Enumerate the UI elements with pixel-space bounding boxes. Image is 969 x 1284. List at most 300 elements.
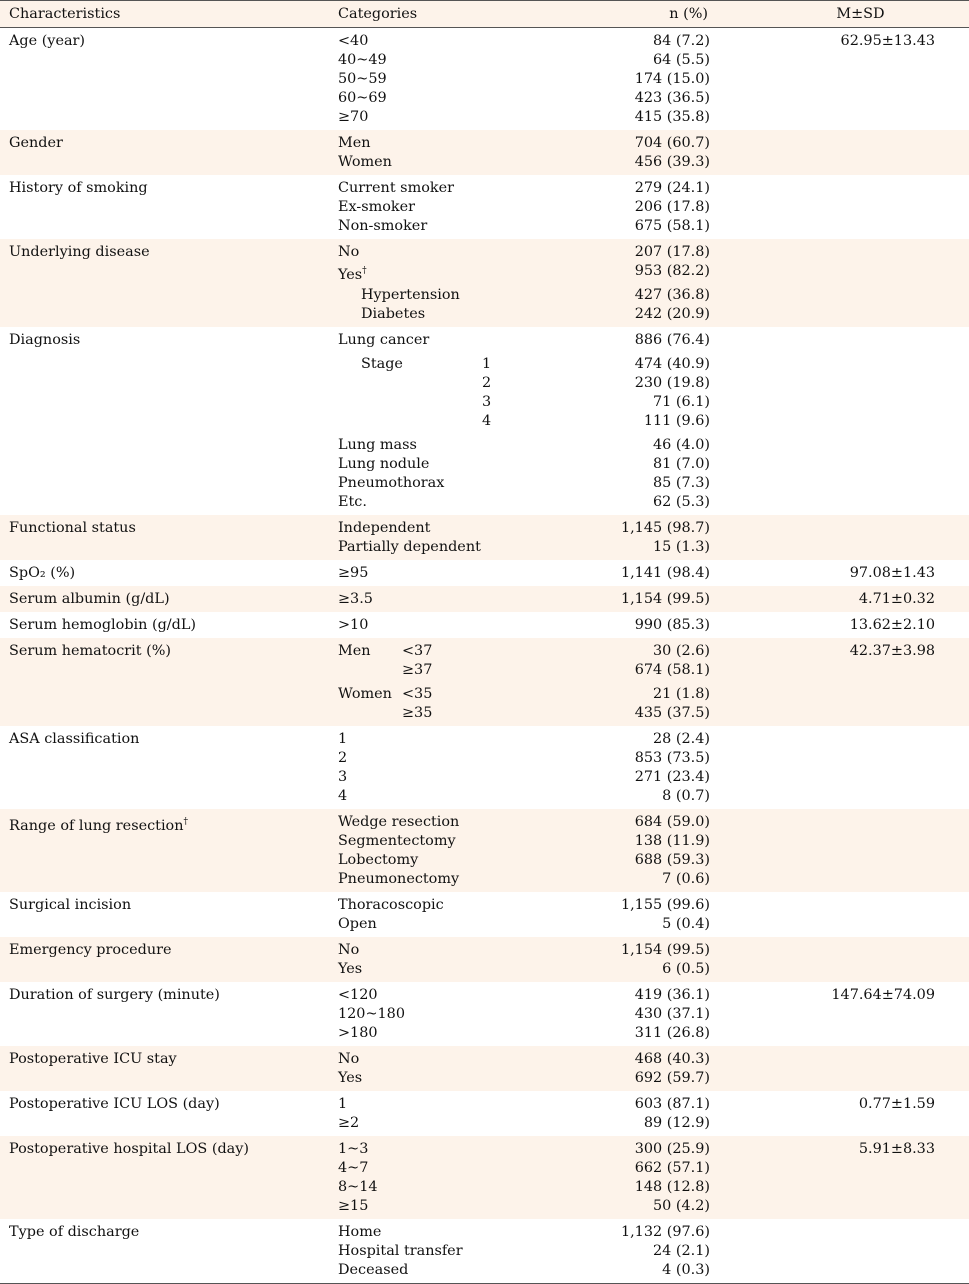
category-label: 4~7 (338, 1160, 369, 1176)
category-label: ≥15 (338, 1198, 369, 1214)
category-group (330, 730, 720, 806)
category-label: <120 (338, 987, 378, 1003)
row-characteristic (0, 642, 330, 723)
table-row (0, 130, 969, 175)
category-label: Lobectomy (338, 852, 419, 868)
category-group (330, 642, 720, 680)
row-msd (720, 896, 969, 934)
table-row (0, 937, 969, 982)
category-line (330, 1005, 720, 1024)
n-percent-value: 704 (60.7) (634, 135, 710, 151)
n-percent-value: 271 (23.4) (634, 769, 710, 785)
category-label: No (338, 1051, 360, 1067)
subcategory-label: <35 (402, 686, 433, 702)
n-percent-value: 111 (9.6) (643, 413, 710, 429)
msd-value: 5.91±8.33 (858, 1141, 935, 1157)
category-line (330, 851, 720, 870)
category-line (330, 1114, 720, 1133)
category-label: Men (338, 135, 371, 151)
row-characteristic (0, 519, 330, 557)
category-label: Pneumonectomy (338, 871, 460, 887)
table-row (0, 726, 969, 809)
table-row (0, 612, 969, 638)
category-line (330, 455, 720, 474)
category-label: >180 (338, 1025, 378, 1041)
category-line (330, 393, 720, 412)
category-line (330, 704, 720, 723)
category-group (330, 896, 720, 934)
row-categories (330, 519, 720, 557)
category-line (330, 564, 720, 583)
category-label: 3 (338, 769, 348, 785)
n-percent-value: 456 (39.3) (634, 154, 710, 170)
n-percent-value: 24 (2.1) (652, 1243, 710, 1259)
category-line (330, 89, 720, 108)
category-label: Diabetes (361, 306, 426, 322)
category-line (330, 1050, 720, 1069)
n-percent-value: 71 (6.1) (652, 394, 710, 410)
category-line (330, 1024, 720, 1043)
table-header (0, 0, 969, 28)
category-line (330, 813, 720, 832)
category-line (330, 1140, 720, 1159)
n-percent-value: 89 (12.9) (643, 1115, 710, 1131)
row-characteristic (0, 32, 330, 127)
n-percent-value: 207 (17.8) (634, 244, 710, 260)
msd-value: 62.95±13.43 (840, 33, 935, 49)
n-percent-value: 423 (36.5) (634, 90, 710, 106)
category-label: Hospital transfer (338, 1243, 463, 1259)
characteristic-label: Age (year) (9, 33, 86, 49)
category-group (330, 616, 720, 635)
row-msd (720, 813, 969, 889)
n-percent-value: 7 (0.6) (662, 871, 710, 887)
category-group (330, 941, 720, 979)
msd-value: 42.37±3.98 (849, 643, 935, 659)
msd-value: 13.62±2.10 (849, 617, 935, 633)
row-characteristic (0, 616, 330, 635)
category-line (330, 355, 720, 374)
category-group (330, 1050, 720, 1088)
subcategory-label: 3 (482, 394, 492, 410)
category-label: Non-smoker (338, 218, 428, 234)
category-label: 2 (338, 750, 348, 766)
n-percent-value: 174 (15.0) (634, 71, 710, 87)
row-categories (330, 32, 720, 127)
n-percent-value: 50 (4.2) (652, 1198, 710, 1214)
row-categories (330, 590, 720, 609)
row-msd (720, 134, 969, 172)
row-categories (330, 642, 720, 723)
n-percent-value: 692 (59.7) (634, 1070, 710, 1086)
n-percent-value: 468 (40.3) (634, 1051, 710, 1067)
category-line (330, 51, 720, 70)
n-percent-value: 1,145 (98.7) (620, 520, 710, 536)
subcategory-label: 4 (482, 413, 492, 429)
row-characteristic (0, 590, 330, 609)
row-categories (330, 243, 720, 324)
row-msd (720, 730, 969, 806)
n-percent-value: 21 (1.8) (652, 686, 710, 702)
n-percent-value: 8 (0.7) (662, 788, 710, 804)
category-line (330, 1197, 720, 1216)
category-line (330, 436, 720, 455)
n-percent-value: 300 (25.9) (634, 1141, 710, 1157)
row-characteristic (0, 1140, 330, 1216)
n-percent-value: 474 (40.9) (634, 356, 710, 372)
category-group (330, 1140, 720, 1216)
characteristic-label: ASA classification (9, 731, 140, 747)
n-percent-value: 953 (82.2) (634, 263, 710, 279)
row-characteristic (0, 243, 330, 324)
category-label: Women (338, 686, 392, 702)
category-label: Thoracoscopic (338, 897, 444, 913)
category-group (330, 331, 720, 350)
category-line (330, 661, 720, 680)
category-group (330, 813, 720, 889)
row-categories (330, 1095, 720, 1133)
category-label: Yes (338, 1070, 363, 1086)
category-group (330, 179, 720, 236)
table-row (0, 28, 969, 130)
category-line (330, 915, 720, 934)
category-label: Men (338, 643, 371, 659)
characteristic-label: Serum hemoglobin (g/dL) (9, 617, 197, 633)
category-label: 50~59 (338, 71, 387, 87)
n-percent-value: 138 (11.9) (634, 833, 710, 849)
category-line (330, 590, 720, 609)
n-percent-value: 15 (1.3) (652, 539, 710, 555)
n-percent-value: 62 (5.3) (652, 494, 710, 510)
n-percent-value: 84 (7.2) (652, 33, 710, 49)
row-categories (330, 1140, 720, 1216)
n-percent-value: 662 (57.1) (634, 1160, 710, 1176)
category-label: Independent (338, 520, 431, 536)
category-label: 120~180 (338, 1006, 405, 1022)
n-percent-value: 419 (36.1) (634, 987, 710, 1003)
category-group (330, 134, 720, 172)
row-characteristic (0, 179, 330, 236)
n-percent-value: 415 (35.8) (634, 109, 710, 125)
characteristic-label: History of smoking (9, 180, 148, 196)
row-characteristic (0, 730, 330, 806)
row-characteristic (0, 564, 330, 583)
n-percent-value: 435 (37.5) (634, 705, 710, 721)
category-label: 40~49 (338, 52, 387, 68)
category-group (330, 32, 720, 127)
row-msd (720, 616, 969, 635)
characteristic-label: Postoperative hospital LOS (day) (9, 1141, 249, 1157)
category-line (330, 870, 720, 889)
category-label: Wedge resection (338, 814, 460, 830)
header-characteristics: Characteristics (9, 6, 121, 22)
row-msd (720, 1050, 969, 1088)
n-percent-value: 242 (20.9) (634, 306, 710, 322)
footnote-mark: † (183, 817, 188, 827)
row-msd (720, 179, 969, 236)
category-label: ≥3.5 (338, 591, 373, 607)
category-label: 1 (338, 731, 348, 747)
row-categories (330, 941, 720, 979)
header-categories: Categories (338, 6, 418, 22)
category-label: ≥70 (338, 109, 369, 125)
row-categories (330, 179, 720, 236)
category-line (330, 134, 720, 153)
table-row (0, 638, 969, 726)
category-label: Deceased (338, 1262, 409, 1278)
n-percent-value: 85 (7.3) (652, 475, 710, 491)
category-line (330, 1261, 720, 1280)
category-label: Hypertension (361, 287, 460, 303)
characteristic-label: Type of discharge (9, 1224, 140, 1240)
category-line (330, 730, 720, 749)
category-label: <40 (338, 33, 369, 49)
category-label (330, 412, 482, 431)
row-msd (720, 243, 969, 324)
row-characteristic (0, 331, 330, 512)
category-line (330, 217, 720, 236)
row-characteristic (0, 1095, 330, 1133)
characteristic-label: Surgical incision (9, 897, 132, 913)
category-label: Current smoker (338, 180, 454, 196)
characteristic-label: Range of lung resection† (9, 817, 188, 834)
category-line (330, 832, 720, 851)
characteristic-label: Gender (9, 135, 63, 151)
n-percent-value: 148 (12.8) (634, 1179, 710, 1195)
row-msd (720, 1140, 969, 1216)
table-row (0, 1136, 969, 1219)
n-percent-value: 4 (0.3) (662, 1262, 710, 1278)
row-categories (330, 986, 720, 1043)
category-group (330, 685, 720, 723)
n-percent-value: 81 (7.0) (652, 456, 710, 472)
category-line (330, 960, 720, 979)
n-percent-value: 684 (59.0) (634, 814, 710, 830)
category-label: Home (338, 1224, 382, 1240)
characteristic-label: Diagnosis (9, 332, 81, 348)
table-row (0, 327, 969, 515)
characteristic-label: Serum albumin (g/dL) (9, 591, 170, 607)
n-percent-value: 30 (2.6) (652, 643, 710, 659)
msd-value: 147.64±74.09 (831, 987, 935, 1003)
category-label: No (338, 244, 360, 260)
characteristic-label: Functional status (9, 520, 136, 536)
table-row (0, 1046, 969, 1091)
category-line (330, 374, 720, 393)
category-line (330, 642, 720, 661)
table-row (0, 239, 969, 327)
category-line (330, 749, 720, 768)
n-percent-value: 430 (37.1) (634, 1006, 710, 1022)
subcategory-label: ≥35 (402, 705, 433, 721)
characteristic-label: Emergency procedure (9, 942, 172, 958)
n-percent-value: 1,154 (99.5) (620, 591, 710, 607)
category-label: No (338, 942, 360, 958)
category-line (330, 1178, 720, 1197)
category-label: Yes† (338, 266, 367, 283)
category-line (330, 1242, 720, 1261)
category-label (330, 704, 402, 723)
row-msd (720, 590, 969, 609)
category-line (330, 986, 720, 1005)
characteristic-label: Postoperative ICU stay (9, 1051, 177, 1067)
category-line (330, 198, 720, 217)
category-group (330, 519, 720, 557)
category-group (330, 286, 720, 324)
category-line (330, 70, 720, 89)
characteristic-label: Postoperative ICU LOS (day) (9, 1096, 220, 1112)
n-percent-value: 5 (0.4) (662, 916, 710, 932)
category-line (330, 538, 720, 557)
category-line (330, 32, 720, 51)
category-line (330, 1095, 720, 1114)
category-label: 1~3 (338, 1141, 369, 1157)
table-row (0, 982, 969, 1046)
category-label: 60~69 (338, 90, 387, 106)
row-categories (330, 616, 720, 635)
subcategory-label: 1 (482, 356, 492, 372)
row-categories (330, 564, 720, 583)
category-line (330, 153, 720, 172)
header-n-pct: n (%) (669, 6, 708, 22)
category-label: Yes (338, 961, 363, 977)
msd-value: 4.71±0.32 (858, 591, 935, 607)
category-label: Segmentectomy (338, 833, 456, 849)
row-categories (330, 1223, 720, 1280)
category-line (330, 787, 720, 806)
row-msd (720, 32, 969, 127)
category-line (330, 519, 720, 538)
row-characteristic (0, 813, 330, 889)
category-line (330, 179, 720, 198)
row-msd (720, 1223, 969, 1280)
row-characteristic (0, 134, 330, 172)
n-percent-value: 674 (58.1) (634, 662, 710, 678)
n-percent-value: 427 (36.8) (634, 287, 710, 303)
category-label: 8~14 (338, 1179, 378, 1195)
category-line (330, 493, 720, 512)
characteristic-label: Serum hematocrit (%) (9, 643, 172, 659)
category-line (330, 412, 720, 431)
category-line (330, 685, 720, 704)
n-percent-value: 603 (87.1) (634, 1096, 710, 1112)
n-percent-value: 1,154 (99.5) (620, 942, 710, 958)
row-msd (720, 519, 969, 557)
characteristic-label: SpO₂ (%) (9, 565, 76, 581)
category-group (330, 590, 720, 609)
category-label: Ex-smoker (338, 199, 416, 215)
table-row (0, 175, 969, 239)
category-group (330, 436, 720, 512)
category-label: Women (338, 154, 392, 170)
characteristic-label: Duration of surgery (minute) (9, 987, 220, 1003)
n-percent-value: 230 (19.8) (634, 375, 710, 391)
row-categories (330, 134, 720, 172)
row-msd (720, 1095, 969, 1133)
row-categories (330, 813, 720, 889)
category-label: Lung mass (338, 437, 417, 453)
category-label: ≥95 (338, 565, 369, 581)
category-label (330, 374, 482, 393)
row-msd (720, 986, 969, 1043)
n-percent-value: 688 (59.3) (634, 852, 710, 868)
category-label: Open (338, 916, 377, 932)
row-categories (330, 730, 720, 806)
n-percent-value: 1,155 (99.6) (620, 897, 710, 913)
n-percent-value: 1,132 (97.6) (620, 1224, 710, 1240)
category-group (330, 986, 720, 1043)
category-line (330, 305, 720, 324)
category-label: Pneumothorax (338, 475, 445, 491)
row-categories (330, 331, 720, 512)
header-categories-group (330, 6, 720, 22)
category-label: Partially dependent (338, 539, 481, 555)
row-msd (720, 642, 969, 723)
n-percent-value: 675 (58.1) (634, 218, 710, 234)
n-percent-value: 311 (26.8) (634, 1025, 710, 1041)
category-line (330, 616, 720, 635)
n-percent-value: 886 (76.4) (634, 332, 710, 348)
category-label (330, 393, 482, 412)
category-label: Etc. (338, 494, 367, 510)
table-row (0, 1091, 969, 1136)
subcategory-label: ≥37 (402, 662, 433, 678)
subcategory-label: 2 (482, 375, 492, 391)
category-label: 1 (338, 1096, 348, 1112)
characteristic-label: Underlying disease (9, 244, 150, 260)
table-row (0, 809, 969, 892)
category-line (330, 331, 720, 350)
n-percent-value: 46 (4.0) (652, 437, 710, 453)
row-characteristic (0, 896, 330, 934)
table-row (0, 560, 969, 586)
category-label: ≥2 (338, 1115, 360, 1131)
row-msd (720, 941, 969, 979)
category-label: Lung nodule (338, 456, 430, 472)
category-line (330, 262, 720, 281)
category-line (330, 286, 720, 305)
category-label: Stage (361, 356, 403, 372)
category-line (330, 1223, 720, 1242)
table-row (0, 586, 969, 612)
header-msd: M±SD (836, 6, 885, 22)
row-categories (330, 1050, 720, 1088)
n-percent-value: 206 (17.8) (634, 199, 710, 215)
n-percent-value: 1,141 (98.4) (620, 565, 710, 581)
row-msd (720, 331, 969, 512)
row-categories (330, 896, 720, 934)
category-line (330, 1069, 720, 1088)
msd-value: 97.08±1.43 (849, 565, 935, 581)
n-percent-value: 990 (85.3) (634, 617, 710, 633)
category-group (330, 355, 720, 431)
category-label: 4 (338, 788, 348, 804)
table-row (0, 515, 969, 560)
category-line (330, 1159, 720, 1178)
category-group (330, 1223, 720, 1280)
table-row (0, 892, 969, 937)
n-percent-value: 28 (2.4) (652, 731, 710, 747)
n-percent-value: 853 (73.5) (634, 750, 710, 766)
subcategory-label: <37 (402, 643, 433, 659)
category-line (330, 243, 720, 262)
n-percent-value: 6 (0.5) (662, 961, 710, 977)
category-line (330, 768, 720, 787)
category-group (330, 1095, 720, 1133)
row-msd (720, 564, 969, 583)
row-characteristic (0, 1050, 330, 1088)
footnote-mark: † (362, 266, 367, 276)
